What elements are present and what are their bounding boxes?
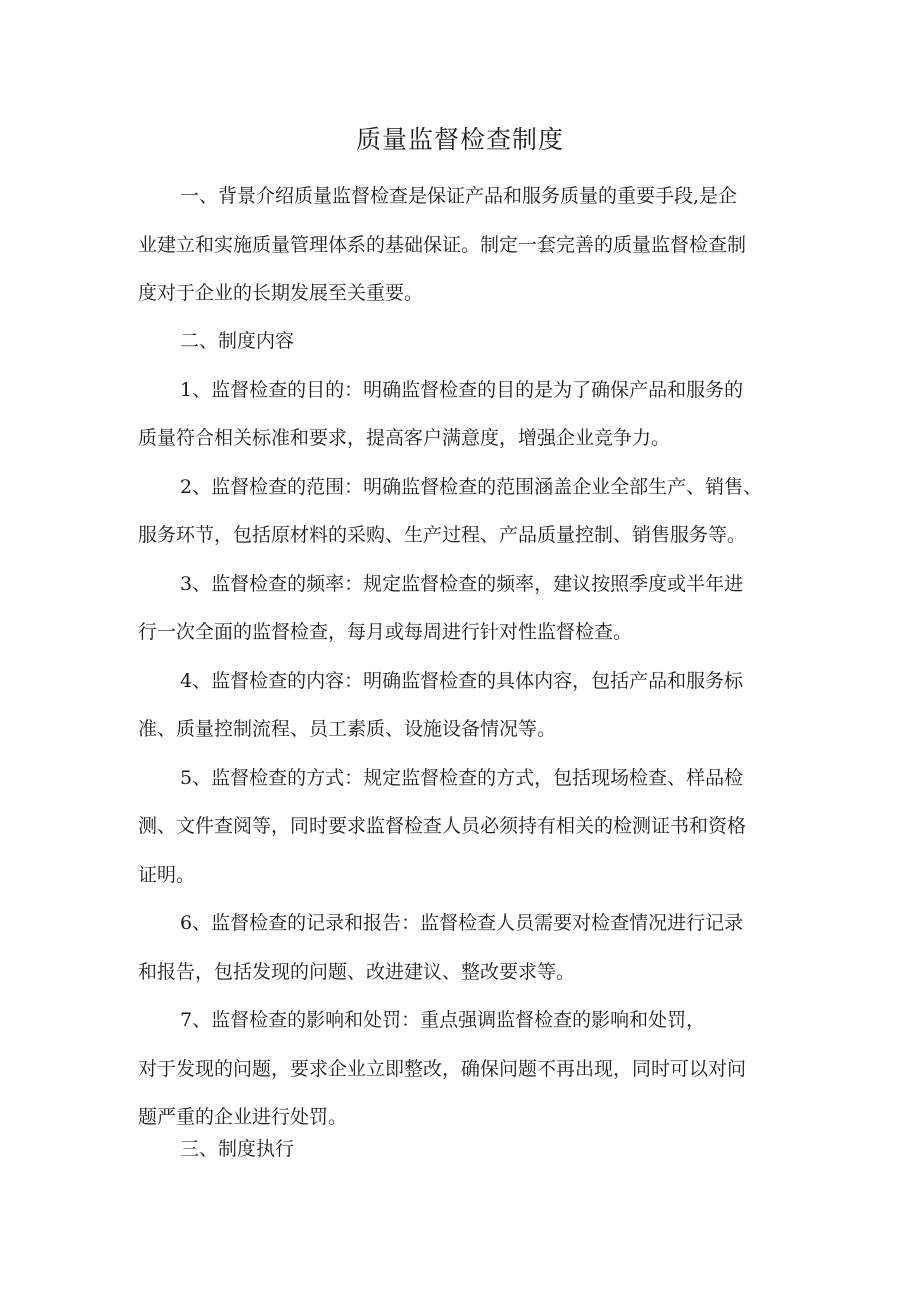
paragraph-line: 准、质量控制流程、员工素质、设施设备情况等。 xyxy=(138,718,557,740)
paragraph-line: 对于发现的问题，要求企业立即整改，确保问题不再出现，同时可以对问 xyxy=(138,1058,747,1080)
section-heading: 二、制度内容 xyxy=(180,330,295,352)
paragraph-line: 一、背景介绍质量监督检查是保证产品和服务质量的重要手段,是企 xyxy=(180,185,738,207)
paragraph-line: 度对于企业的长期发展至关重要。 xyxy=(138,282,424,304)
paragraph-line: 证明。 xyxy=(138,864,196,886)
paragraph-line: 业建立和实施质量管理体系的基础保证。制定一套完善的质量监督检查制 xyxy=(138,234,747,256)
paragraph-line: 1、监督检查的目的：明确监督检查的目的是为了确保产品和服务的 xyxy=(180,379,744,401)
section-heading: 三、制度执行 xyxy=(180,1138,295,1160)
paragraph-line: 题严重的企业进行处罚。 xyxy=(138,1106,348,1128)
paragraph-line: 服务环节，包括原材料的采购、生产过程、产品质量控制、销售服务等。 xyxy=(138,524,747,546)
paragraph-line: 质量符合相关标准和要求，提高客户满意度，增强企业竞争力。 xyxy=(138,427,671,449)
paragraph-line: 5、监督检查的方式：规定监督检查的方式，包括现场检查、样品检 xyxy=(180,767,744,789)
document-title: 质量监督检查制度 xyxy=(355,125,564,154)
paragraph-line: 行一次全面的监督检查，每月或每周进行针对性监督检查。 xyxy=(138,621,633,643)
paragraph-line: 测、文件查阅等，同时要求监督检查人员必须持有相关的检测证书和资格 xyxy=(138,815,747,837)
paragraph-line: 4、监督检查的内容：明确监督检查的具体内容，包括产品和服务标 xyxy=(180,670,744,692)
paragraph-line: 7、监督检查的影响和处罚：重点强调监督检查的影响和处罚， xyxy=(180,1009,706,1031)
paragraph-line: 3、监督检查的频率：规定监督检查的频率，建议按照季度或半年进 xyxy=(180,573,744,595)
paragraph-line: 2、监督检查的范围：明确监督检查的范围涵盖企业全部生产、销售、 xyxy=(180,476,763,498)
paragraph-line: 和报告，包括发现的问题、改进建议、整改要求等。 xyxy=(138,961,576,983)
paragraph-line: 6、监督检查的记录和报告：监督检查人员需要对检查情况进行记录 xyxy=(180,912,744,934)
